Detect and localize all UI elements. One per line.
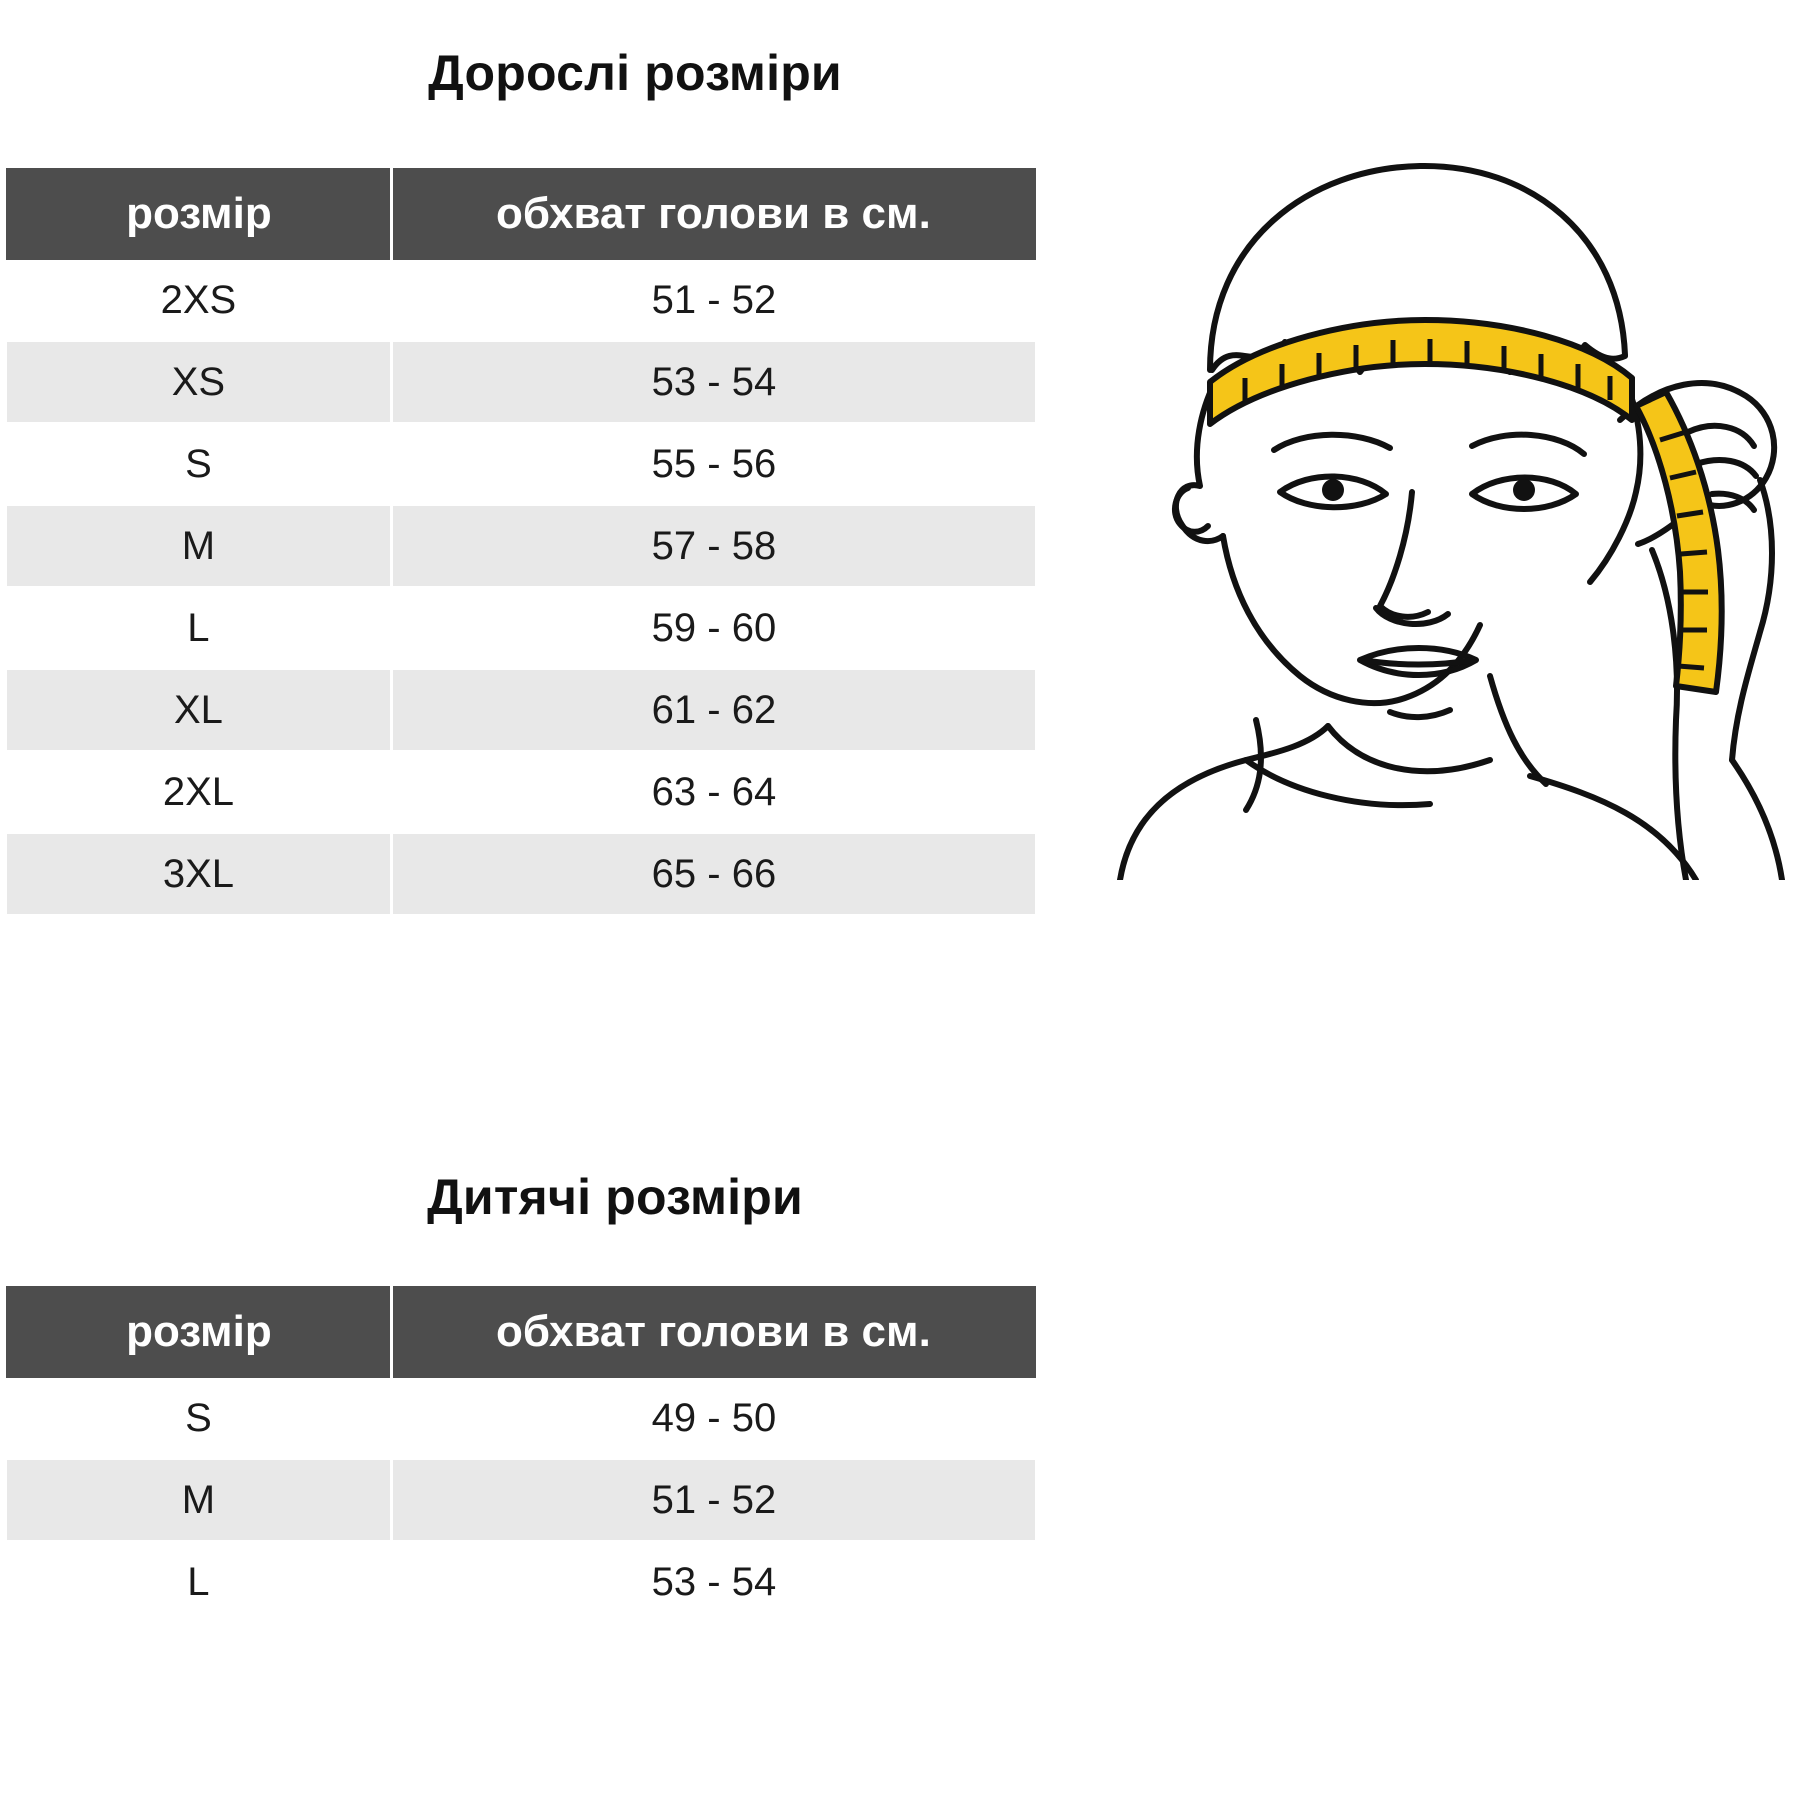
cell-circumference: 49 - 50 <box>391 1377 1035 1459</box>
table-row <box>7 751 1035 833</box>
column-header-size: розмір <box>7 169 391 259</box>
kids-size-table-wrapper <box>6 1286 1036 1624</box>
column-header-circumference: обхват голови в см. <box>391 1287 1035 1377</box>
cell-circumference: 55 - 56 <box>391 423 1035 505</box>
cell-circumference: 63 - 64 <box>391 751 1035 833</box>
cell-size: M <box>7 505 391 587</box>
cell-circumference: 51 - 52 <box>391 1459 1035 1541</box>
adult-section-title: Дорослі розміри <box>428 45 842 101</box>
cell-size: L <box>7 587 391 669</box>
kids-size-table <box>6 1286 1036 1624</box>
table-row <box>7 1541 1035 1623</box>
cell-circumference: 53 - 54 <box>391 341 1035 423</box>
table-row <box>7 259 1035 341</box>
cell-size: M <box>7 1459 391 1541</box>
table-row <box>7 423 1035 505</box>
table-row <box>7 505 1035 587</box>
cell-circumference: 53 - 54 <box>391 1541 1035 1623</box>
measuring-tape-icon <box>1210 320 1722 692</box>
table-row <box>7 833 1035 915</box>
table-row <box>7 669 1035 751</box>
head-measurement-illustration <box>1060 120 1800 880</box>
adult-size-table-wrapper <box>6 168 1036 916</box>
cell-size: S <box>7 1377 391 1459</box>
cell-size: 2XL <box>7 751 391 833</box>
table-header-row <box>7 169 1035 259</box>
cell-size: 2XS <box>7 259 391 341</box>
cell-size: XS <box>7 341 391 423</box>
kids-section-title: Дитячі розміри <box>427 1169 803 1225</box>
cell-size: L <box>7 1541 391 1623</box>
cell-size: 3XL <box>7 833 391 915</box>
column-header-circumference: обхват голови в см. <box>391 169 1035 259</box>
cell-size: XL <box>7 669 391 751</box>
table-row <box>7 1459 1035 1541</box>
table-row <box>7 341 1035 423</box>
table-header-row <box>7 1287 1035 1377</box>
column-header-size: розмір <box>7 1287 391 1377</box>
adult-size-table <box>6 168 1036 916</box>
head-measurement-drawing <box>1060 120 1800 880</box>
cell-circumference: 51 - 52 <box>391 259 1035 341</box>
cell-circumference: 57 - 58 <box>391 505 1035 587</box>
cell-circumference: 59 - 60 <box>391 587 1035 669</box>
cell-circumference: 65 - 66 <box>391 833 1035 915</box>
cell-circumference: 61 - 62 <box>391 669 1035 751</box>
cell-size: S <box>7 423 391 505</box>
table-row <box>7 1377 1035 1459</box>
table-row <box>7 587 1035 669</box>
